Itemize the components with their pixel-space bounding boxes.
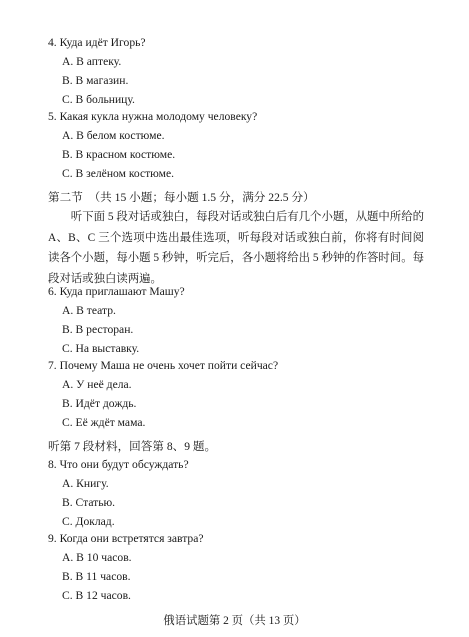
- question-9: 9. Когда они встретятся завтра?: [48, 532, 204, 545]
- question-4-option-c: C. В больницу.: [62, 93, 135, 106]
- question-5: 5. Какая кукла нужна молодому человеку?: [48, 110, 258, 123]
- question-7-option-b: B. Идёт дождь.: [62, 397, 137, 410]
- question-8: 8. Что они будут обсуждать?: [48, 458, 189, 471]
- question-5-option-c: C. В зелёном костюме.: [62, 167, 175, 180]
- page-footer: 俄语试题第 2 页（共 13 页）: [163, 615, 306, 627]
- question-4-option-b: B. В магазин.: [62, 74, 129, 87]
- question-9-option-c: C. В 12 часов.: [62, 589, 131, 602]
- question-4-option-a: A. В аптеку.: [62, 55, 122, 68]
- question-7: 7. Почему Маша не очень хочет пойти сейчас?: [48, 359, 279, 372]
- question-6-option-c: C. На выставку.: [62, 342, 140, 355]
- question-6: 6. Куда приглашают Машу?: [48, 285, 185, 298]
- question-4: 4. Куда идёт Игорь?: [48, 36, 146, 49]
- question-5-option-a: A. В белом костюме.: [62, 129, 165, 142]
- question-8-option-c: C. Доклад.: [62, 515, 115, 528]
- question-5-option-b: B. В красном костюме.: [62, 148, 176, 161]
- question-6-option-a: A. В театр.: [62, 304, 116, 317]
- section-2-heading: 第二节 （共 15 小题；每小题 1.5 分，满分 22.5 分）: [48, 191, 315, 204]
- section-2-instructions: 听下面 5 段对话或独白，每段对话或独白后有几个小题，从题中所给的 A、B、C 三个选项中选出最佳选项，听每段对话或独白前，你将有时间阅读各个小题，每小题 5 秒钟，听完后，各小题将给出 5 秒钟的作答时间。每段对话或独白读两遍。: [48, 211, 424, 285]
- question-8-option-b: B. Статью.: [62, 496, 116, 509]
- question-9-option-a: A. В 10 часов.: [62, 551, 132, 564]
- question-7-option-a: A. У неё дела.: [62, 378, 132, 391]
- passage-7-intro: 听第 7 段材料，回答第 8、9 题。: [48, 440, 217, 453]
- question-9-option-b: B. В 11 часов.: [62, 570, 131, 583]
- question-8-option-a: A. Книгу.: [62, 477, 109, 490]
- question-7-option-c: C. Её ждёт мама.: [62, 416, 146, 429]
- question-6-option-b: B. В ресторан.: [62, 323, 134, 336]
